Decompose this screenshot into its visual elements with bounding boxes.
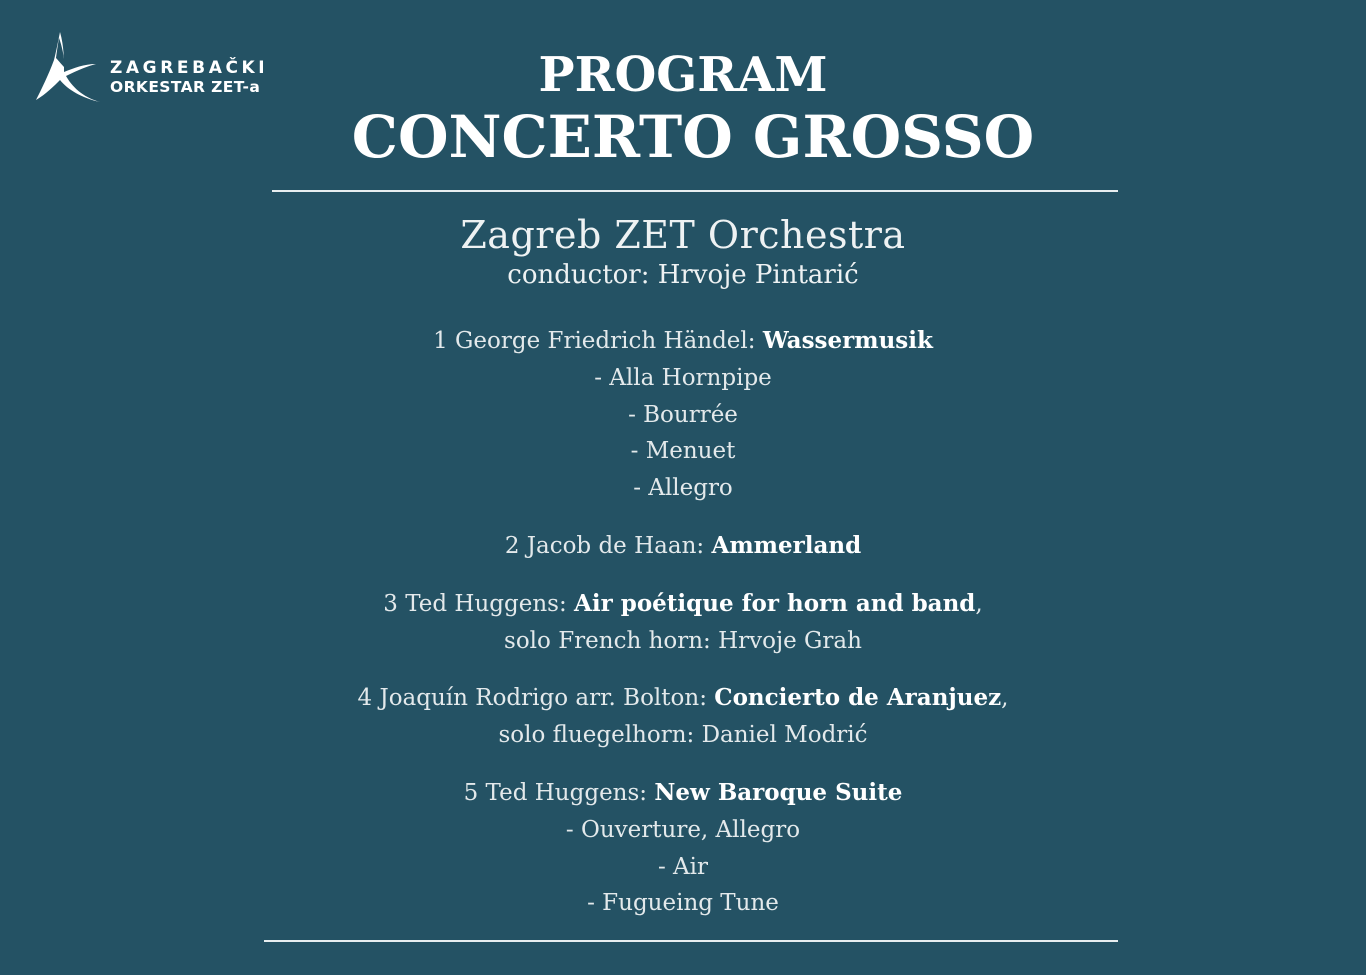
- ensemble-name: Zagreb ZET Orchestra: [460, 213, 906, 257]
- title-program: PROGRAM: [538, 47, 828, 103]
- piece-movement: - Allegro: [633, 475, 733, 502]
- conductor-line: conductor: Hrvoje Pintarić: [507, 260, 859, 290]
- piece-work: Air poétique for horn and band: [574, 589, 976, 617]
- bottom-divider: [264, 940, 1118, 942]
- piece-number: 4: [357, 685, 373, 712]
- program-item-5: [0, 775, 1366, 922]
- piece-work: Wassermusik: [762, 327, 933, 354]
- program-item-1: [0, 323, 1366, 507]
- piece-number: 1: [433, 328, 448, 354]
- piece-heading: [0, 586, 1366, 623]
- piece-suffix: ,: [975, 590, 983, 617]
- piece-heading: [0, 528, 1366, 565]
- piece-composer: Ted Huggens:: [485, 779, 648, 806]
- piece-number: 3: [383, 590, 398, 617]
- piece-work: Ammerland: [711, 531, 862, 559]
- piece-soloist: solo French horn: Hrvoje Grah: [504, 627, 862, 654]
- piece-movement: - Menuet: [630, 438, 736, 465]
- piece-movement: - Alla Hornpipe: [594, 364, 772, 391]
- piece-movement: - Fugueing Tune: [587, 890, 779, 917]
- piece-composer: Ted Huggens:: [405, 590, 567, 617]
- piece-work: Concierto de Aranjuez: [714, 684, 1002, 712]
- piece-composer: George Friedrich Händel:: [455, 328, 756, 354]
- program-list: [0, 323, 1366, 943]
- piece-heading: [0, 680, 1366, 717]
- piece-movement: - Bourrée: [628, 401, 738, 428]
- piece-work: New Baroque Suite: [654, 778, 903, 806]
- logo-line1: ZAGREBAČKI: [110, 58, 269, 78]
- piece-number: 2: [504, 532, 520, 559]
- piece-soloist: solo fluegelhorn: Daniel Modrić: [498, 722, 868, 749]
- piece-number: 5: [463, 779, 479, 806]
- piece-suffix: ,: [1001, 685, 1009, 712]
- piece-heading: [0, 775, 1366, 812]
- piece-movement: - Air: [657, 853, 709, 880]
- title-concert-name: CONCERTO GROSSO: [351, 103, 1035, 171]
- program-item-2: [0, 528, 1366, 565]
- logo-line2: ORKESTAR ZET-a: [110, 78, 261, 97]
- top-divider: [272, 190, 1118, 192]
- ensemble-block: [0, 212, 1366, 292]
- piece-composer: Jacob de Haan:: [526, 532, 705, 559]
- program-item-4: [0, 680, 1366, 754]
- program-item-3: [0, 586, 1366, 660]
- piece-heading: [0, 323, 1366, 360]
- piece-composer: Joaquín Rodrigo arr. Bolton:: [379, 685, 707, 712]
- piece-movement: - Ouverture, Allegro: [565, 816, 801, 843]
- page-title: [0, 46, 1366, 170]
